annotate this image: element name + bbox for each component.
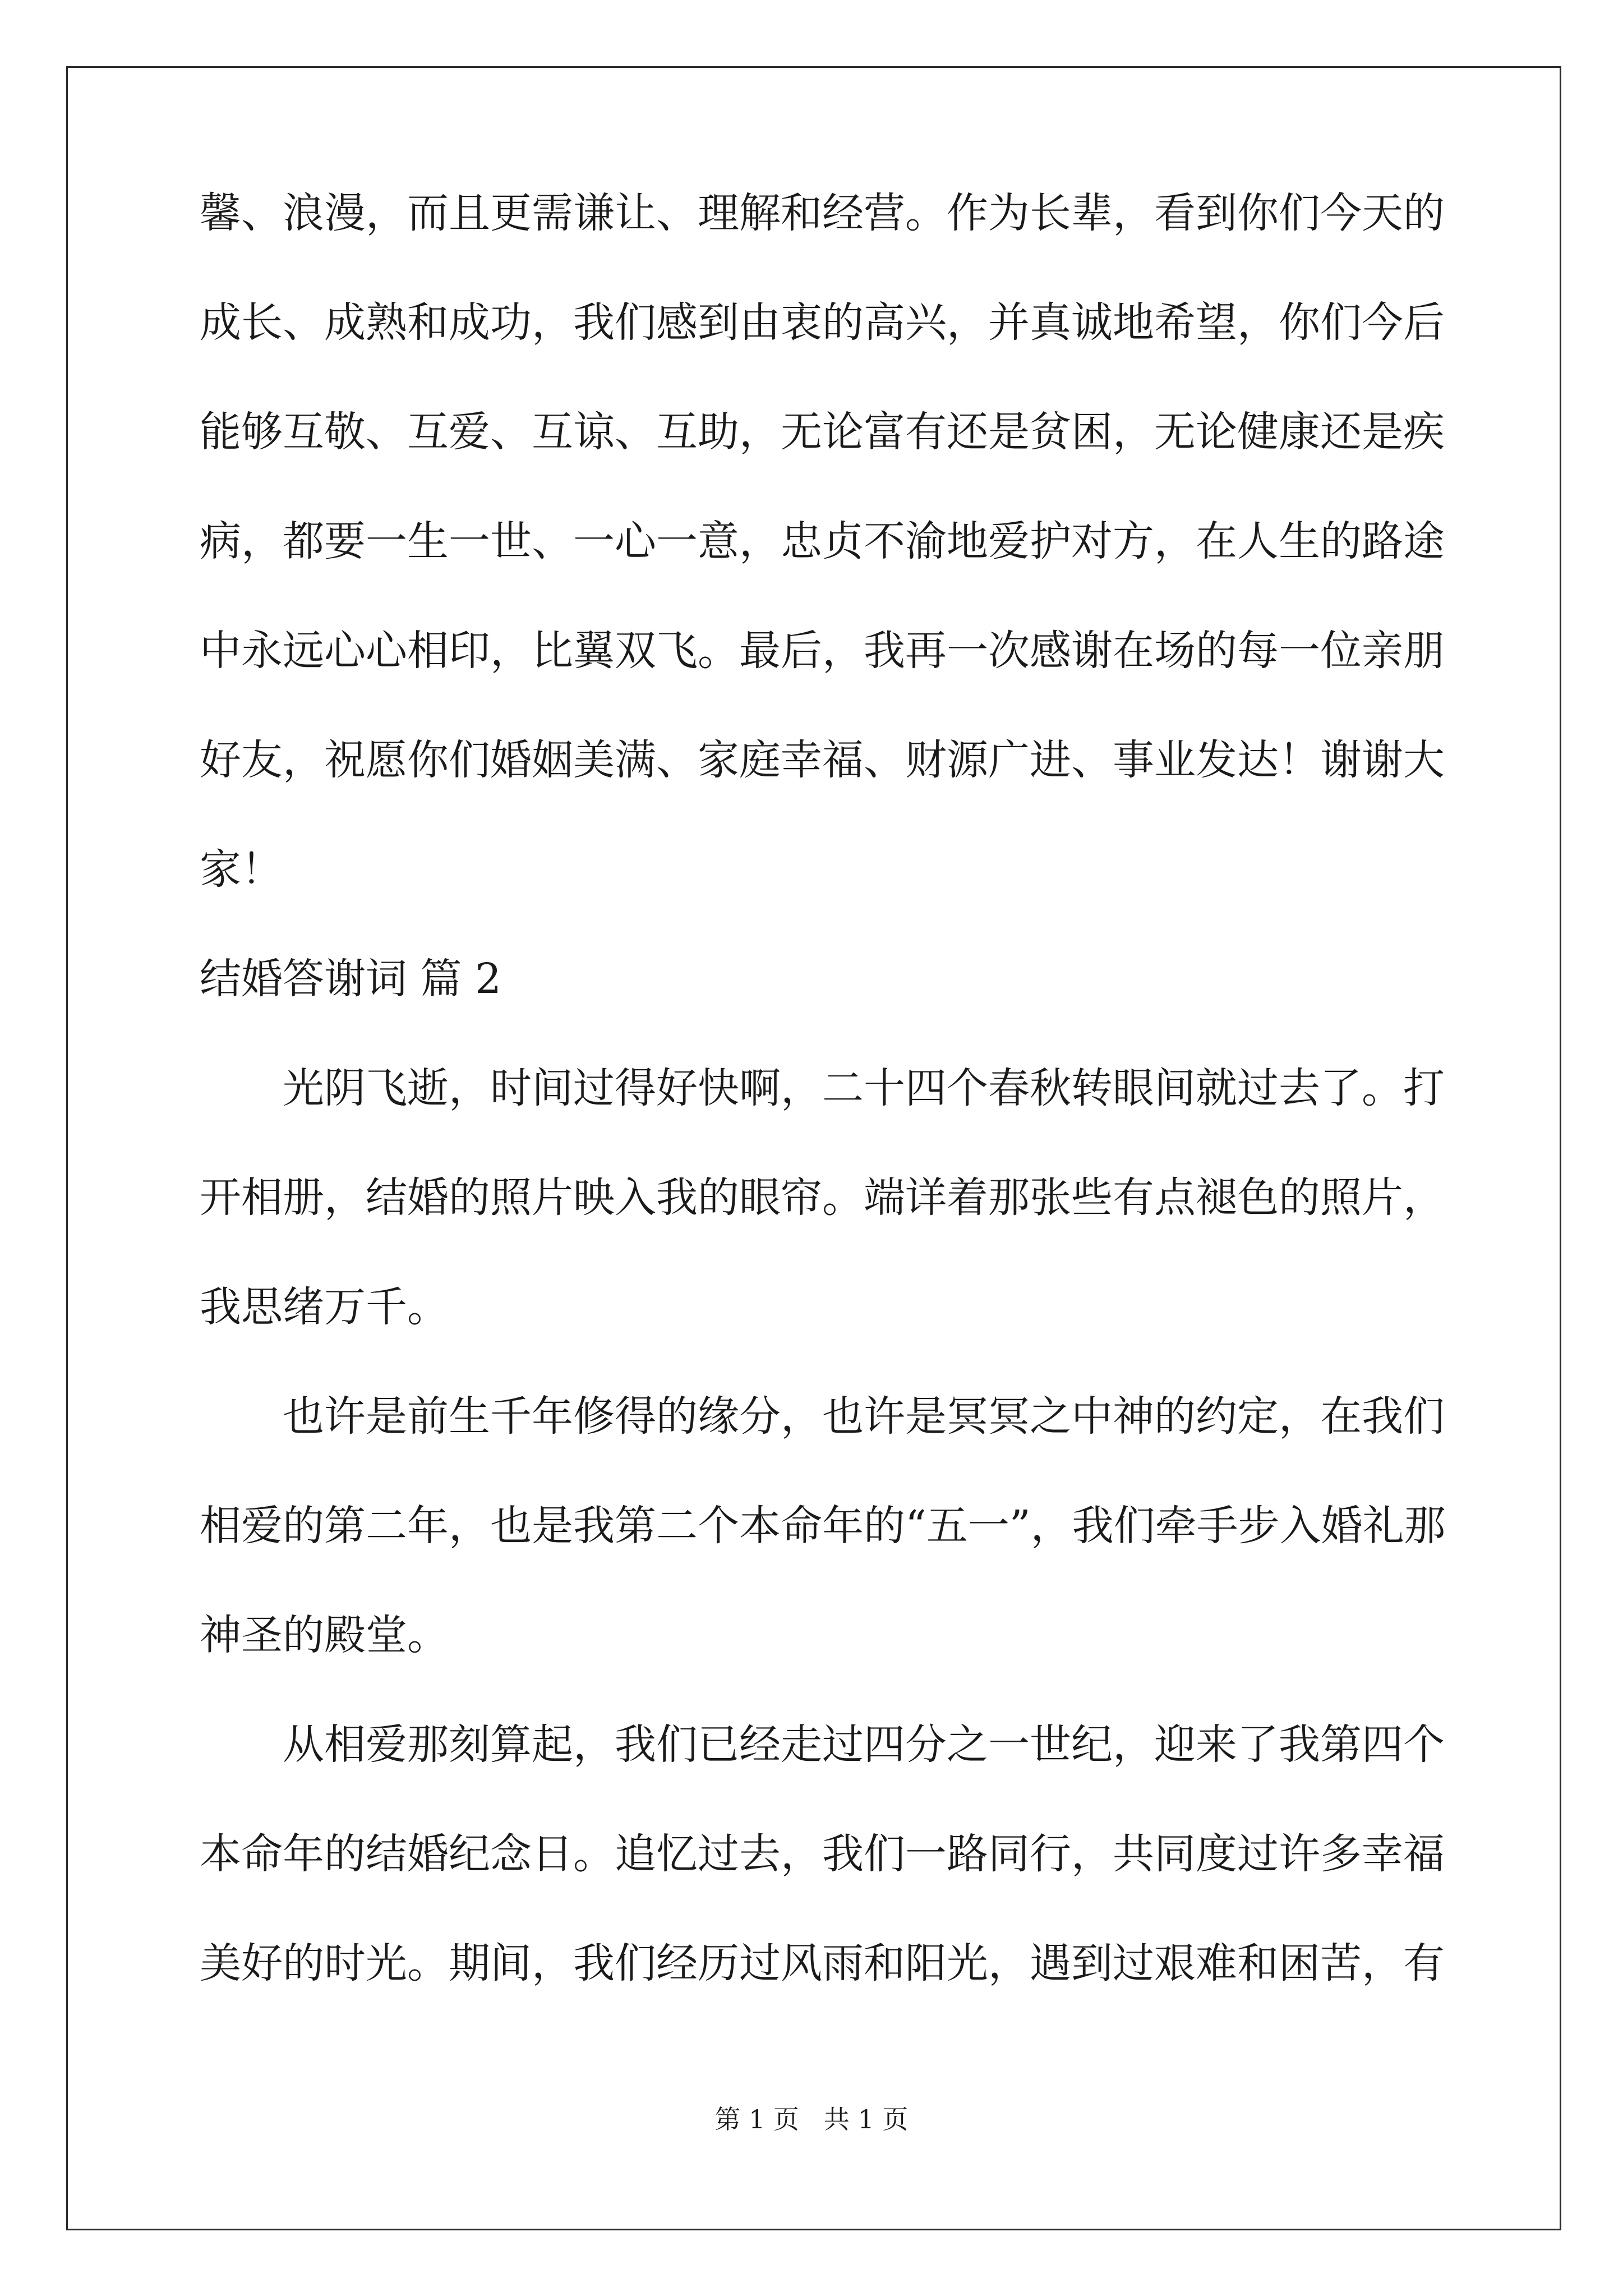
page-number: 第 1 页 共 1 页: [714, 2104, 909, 2134]
paragraph-line: 也许是前生千年修得的缘分，也许是冥冥之中神的约定，在我们: [283, 1392, 1445, 1441]
paragraph-line: 好友，祝愿你们婚姻美满、家庭幸福、财源广进、事业发达！谢谢大: [200, 736, 1445, 784]
paragraph-line: 病，都要一生一世、一心一意，忠贞不渝地爱护对方，在人生的路途: [200, 517, 1445, 565]
paragraph-line: 本命年的结婚纪念日。追忆过去，我们一路同行，共同度过许多幸福: [200, 1830, 1445, 1878]
paragraph-line: 中永远心心相印，比翼双飞。最后，我再一次感谢在场的每一位亲朋: [200, 627, 1445, 675]
paragraph-line: 神圣的殿堂。: [200, 1611, 449, 1659]
page-footer: [0, 2102, 1623, 2136]
section-heading: 结婚答谢词 篇 2: [200, 955, 502, 1003]
paragraph-line: 家！: [200, 845, 283, 894]
paragraph-line: 能够互敬、互爱、互谅、互助，无论富有还是贫困，无论健康还是疾: [200, 408, 1445, 456]
paragraph-line: 馨、浪漫，而且更需谦让、理解和经营。作为长辈，看到你们今天的: [200, 189, 1445, 237]
paragraph-line: 光阴飞逝，时间过得好快啊，二十四个春秋转眼间就过去了。打: [283, 1064, 1445, 1112]
paragraph-line: 美好的时光。期间，我们经历过风雨和阳光，遇到过艰难和困苦，有: [200, 1939, 1445, 1987]
paragraph-line: 我思绪万千。: [200, 1283, 449, 1331]
paragraph-line: 从相爱那刻算起，我们已经走过四分之一世纪，迎来了我第四个: [283, 1720, 1445, 1769]
paragraph-line: 成长、成熟和成功，我们感到由衷的高兴，并真诚地希望，你们今后: [200, 298, 1445, 347]
paragraph-line: 开相册，结婚的照片映入我的眼帘。端详着那张些有点褪色的照片，: [200, 1174, 1445, 1222]
paragraph-line: 相爱的第二年，也是我第二个本命年的“五一”，我们牵手步入婚礼那: [200, 1502, 1446, 1550]
page-border: [66, 66, 1561, 2230]
